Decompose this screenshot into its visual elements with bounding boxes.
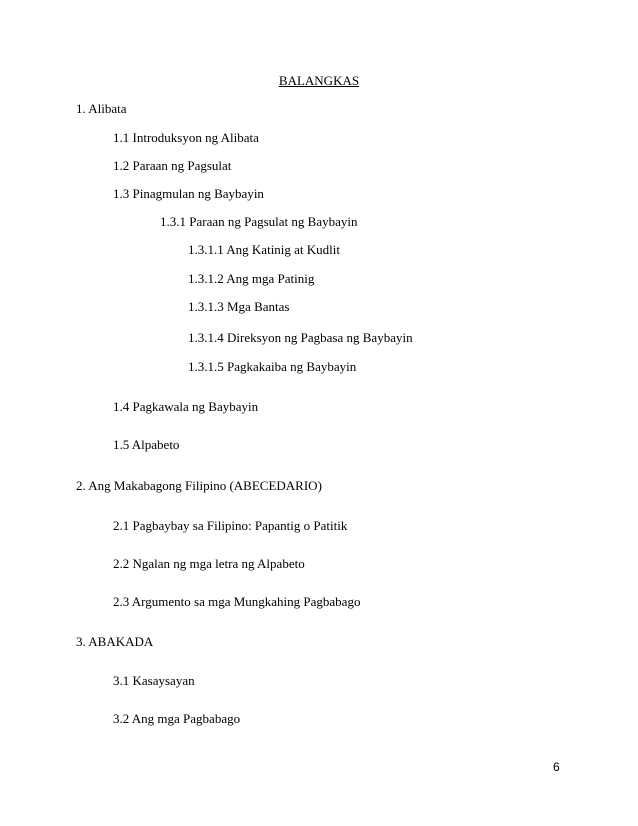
outline-item-2-3: 2.3 Argumento sa mga Mungkahing Pagbabago	[113, 594, 361, 609]
outline-item-3-2: 3.2 Ang mga Pagbabago	[113, 711, 241, 726]
outline-item-3: 3. ABAKADA	[76, 634, 154, 649]
page-title: BALANGKAS	[278, 73, 360, 88]
outline-item-1-4: 1.4 Pagkawala ng Baybayin	[113, 399, 259, 414]
outline-item-1-3-1: 1.3.1 Paraan ng Pagsulat ng Baybayin	[160, 214, 358, 229]
outline-item-1-3-1-2: 1.3.1.2 Ang mga Patinig	[188, 271, 315, 286]
page-number: 6	[553, 760, 560, 774]
outline-item-1: 1. Alibata	[76, 101, 127, 116]
outline-item-1-3: 1.3 Pinagmulan ng Baybayin	[113, 186, 264, 201]
outline-item-1-3-1-1: 1.3.1.1 Ang Katinig at Kudlit	[188, 242, 341, 257]
outline-item-1-2: 1.2 Paraan ng Pagsulat	[113, 158, 232, 173]
outline-item-1-3-1-5: 1.3.1.5 Pagkakaiba ng Baybayin	[188, 359, 357, 374]
outline-item-1-3-1-3: 1.3.1.3 Mga Bantas	[188, 299, 290, 314]
outline-item-1-5: 1.5 Alpabeto	[113, 437, 180, 452]
outline-item-3-1: 3.1 Kasaysayan	[113, 673, 195, 688]
outline-item-2-2: 2.2 Ngalan ng mga letra ng Alpabeto	[113, 556, 305, 571]
outline-item-1-1: 1.1 Introduksyon ng Alibata	[113, 130, 259, 145]
outline-item-1-3-1-4: 1.3.1.4 Direksyon ng Pagbasa ng Baybayin	[188, 330, 413, 345]
outline-item-2-1: 2.1 Pagbaybay sa Filipino: Papantig o Patitik	[113, 518, 348, 533]
outline-item-2: 2. Ang Makabagong Filipino (ABECEDARIO)	[76, 478, 322, 493]
